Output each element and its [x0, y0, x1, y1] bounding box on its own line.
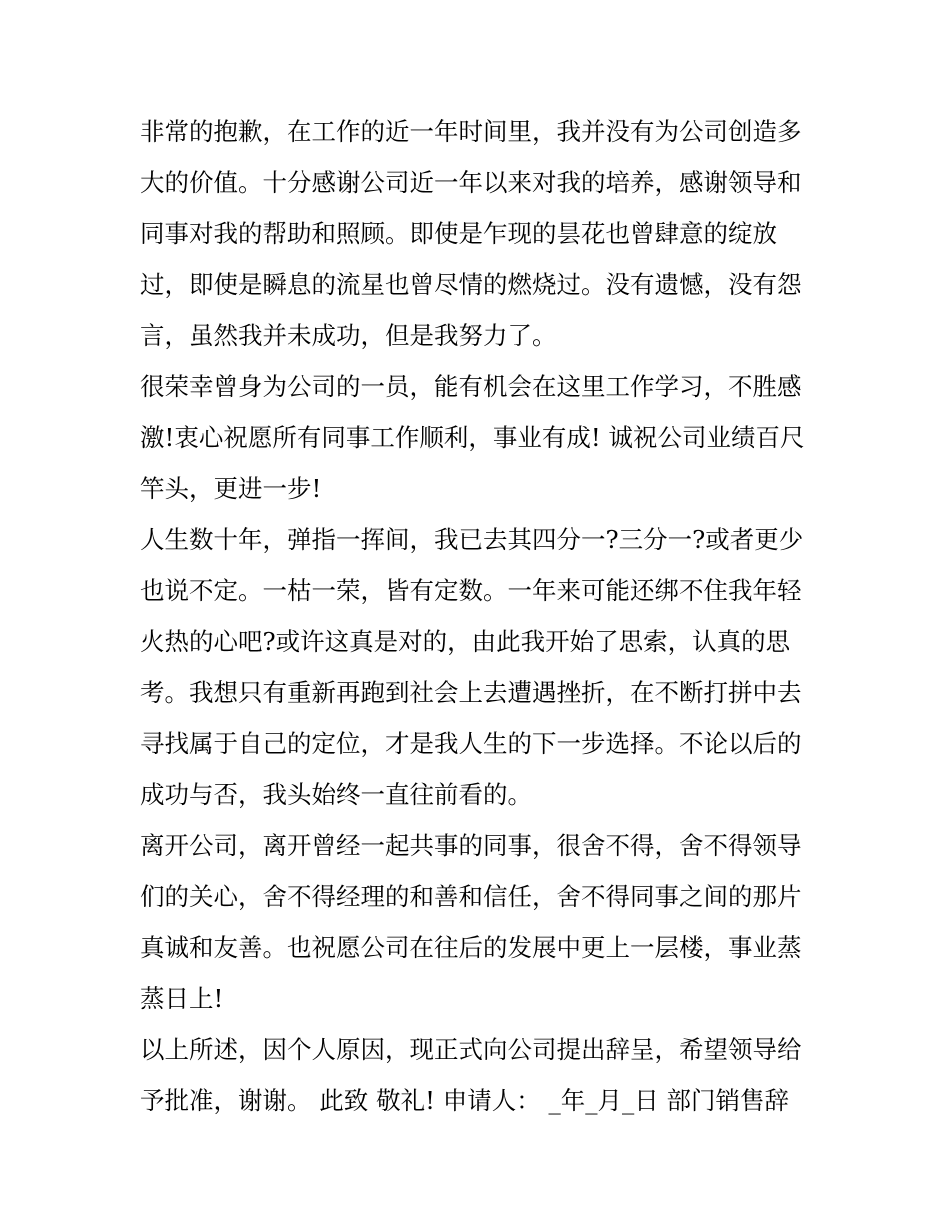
text-line: 成功与否，我头始终一直往前看的。: [140, 780, 532, 809]
text-line: 以上所述，因个人原因，现正式向公司提出辞呈，希望领导给: [140, 1035, 802, 1064]
document-body: [140, 106, 820, 1126]
paragraph-4: [140, 820, 820, 1024]
text-line: 们的关心，舍不得经理的和善和信任，舍不得同事之间的那片: [140, 882, 802, 911]
text-line: 予批准，谢谢。 此致 敬礼! 申请人： _年_月_日 部门销售辞: [140, 1086, 790, 1115]
text-line: 考。我想只有重新再跑到社会上去遭遇挫折，在不断打拼中去: [140, 678, 802, 707]
text-line: 同事对我的帮助和照顾。即使是乍现的昙花也曾肆意的绽放: [140, 219, 777, 248]
text-line: 蒸日上!: [140, 984, 224, 1013]
text-line: 火热的心吧?或许这真是对的，由此我开始了思索，认真的思: [140, 627, 791, 656]
text-line: 很荣幸曾身为公司的一员，能有机会在这里工作学习，不胜感: [140, 372, 802, 401]
text-line: 非常的抱歉，在工作的近一年时间里，我并没有为公司创造多: [140, 117, 802, 146]
paragraph-3: [140, 514, 820, 820]
paragraph-1: [140, 106, 820, 361]
paragraph-2: [140, 361, 820, 514]
text-line: 激!衷心祝愿所有同事工作顺利，事业有成! 诚祝公司业绩百尺: [140, 423, 805, 452]
text-line: 过，即使是瞬息的流星也曾尽情的燃烧过。没有遗憾，没有怨: [140, 270, 802, 299]
text-line: 大的价值。十分感谢公司近一年以来对我的培养，感谢领导和: [140, 168, 802, 197]
text-line: 人生数十年，弹指一挥间，我已去其四分一?三分一?或者更少: [140, 525, 804, 554]
text-line: 离开公司，离开曾经一起共事的同事，很舍不得，舍不得领导: [140, 831, 802, 860]
paragraph-5: [140, 1024, 820, 1126]
text-line: 竿头，更进一步!: [140, 474, 322, 503]
text-line: 也说不定。一枯一荣，皆有定数。一年来可能还绑不住我年轻: [140, 576, 802, 605]
text-line: 寻找属于自己的定位，才是我人生的下一步选择。不论以后的: [140, 729, 802, 758]
text-line: 真诚和友善。也祝愿公司在往后的发展中更上一层楼，事业蒸: [140, 933, 802, 962]
text-line: 言，虽然我并未成功，但是我努力了。: [140, 321, 557, 350]
